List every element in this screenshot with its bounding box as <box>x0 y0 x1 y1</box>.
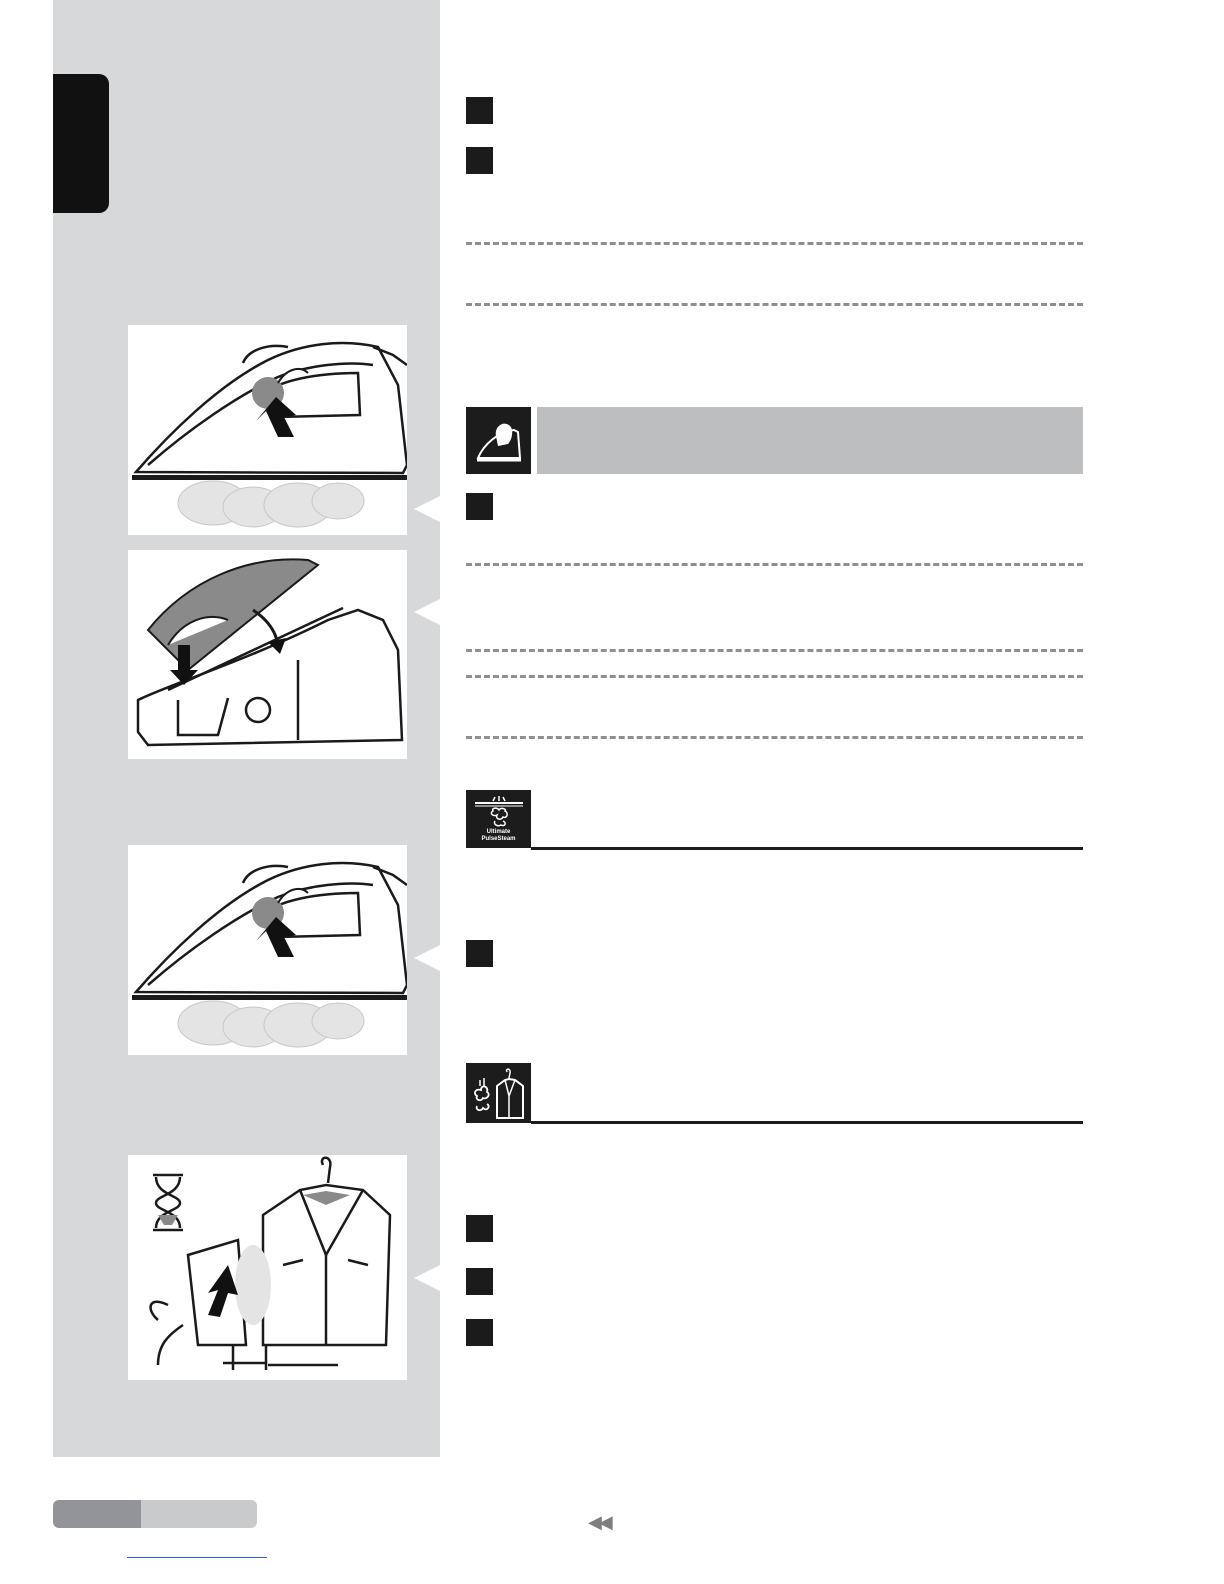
hand-on-iron-icon <box>466 407 531 474</box>
dashed-divider <box>466 675 1083 678</box>
step-number-box <box>466 1319 493 1346</box>
step-number-box <box>466 147 493 174</box>
step-number-box <box>466 1268 493 1295</box>
double-left-arrow-icon[interactable]: ◀◀ <box>588 1512 610 1532</box>
dashed-divider <box>466 563 1083 566</box>
step-number-box <box>466 1215 493 1242</box>
illustration-steam-boost <box>128 325 407 535</box>
footer-link-underline[interactable] <box>127 1557 267 1558</box>
step-number-box <box>466 940 493 967</box>
pulsesteam-label: Ultimate PulseSteam <box>481 829 516 842</box>
pointer-4 <box>414 1265 440 1291</box>
footer-page-tab-light <box>141 1500 257 1528</box>
step-number-box <box>466 493 493 520</box>
pointer-1 <box>414 496 440 522</box>
dashed-divider <box>466 649 1083 652</box>
pointer-3 <box>414 945 440 971</box>
ultimate-pulsesteam-icon <box>466 790 531 848</box>
vertical-steam-jacket-icon <box>466 1063 531 1123</box>
illustration-pulse-steam <box>128 845 407 1055</box>
section-header-band <box>537 407 1083 474</box>
dashed-divider <box>466 736 1083 739</box>
language-tab <box>53 74 109 213</box>
step-number-box <box>466 97 493 124</box>
dashed-divider <box>466 303 1083 306</box>
section-rule <box>531 1121 1083 1124</box>
section-rule <box>531 847 1083 850</box>
illustration-vertical-steam <box>128 1155 407 1380</box>
footer-page-tab-dark <box>53 1500 141 1528</box>
pointer-2 <box>414 599 440 625</box>
illustration-iron-base <box>128 550 407 759</box>
dashed-divider <box>466 242 1083 245</box>
